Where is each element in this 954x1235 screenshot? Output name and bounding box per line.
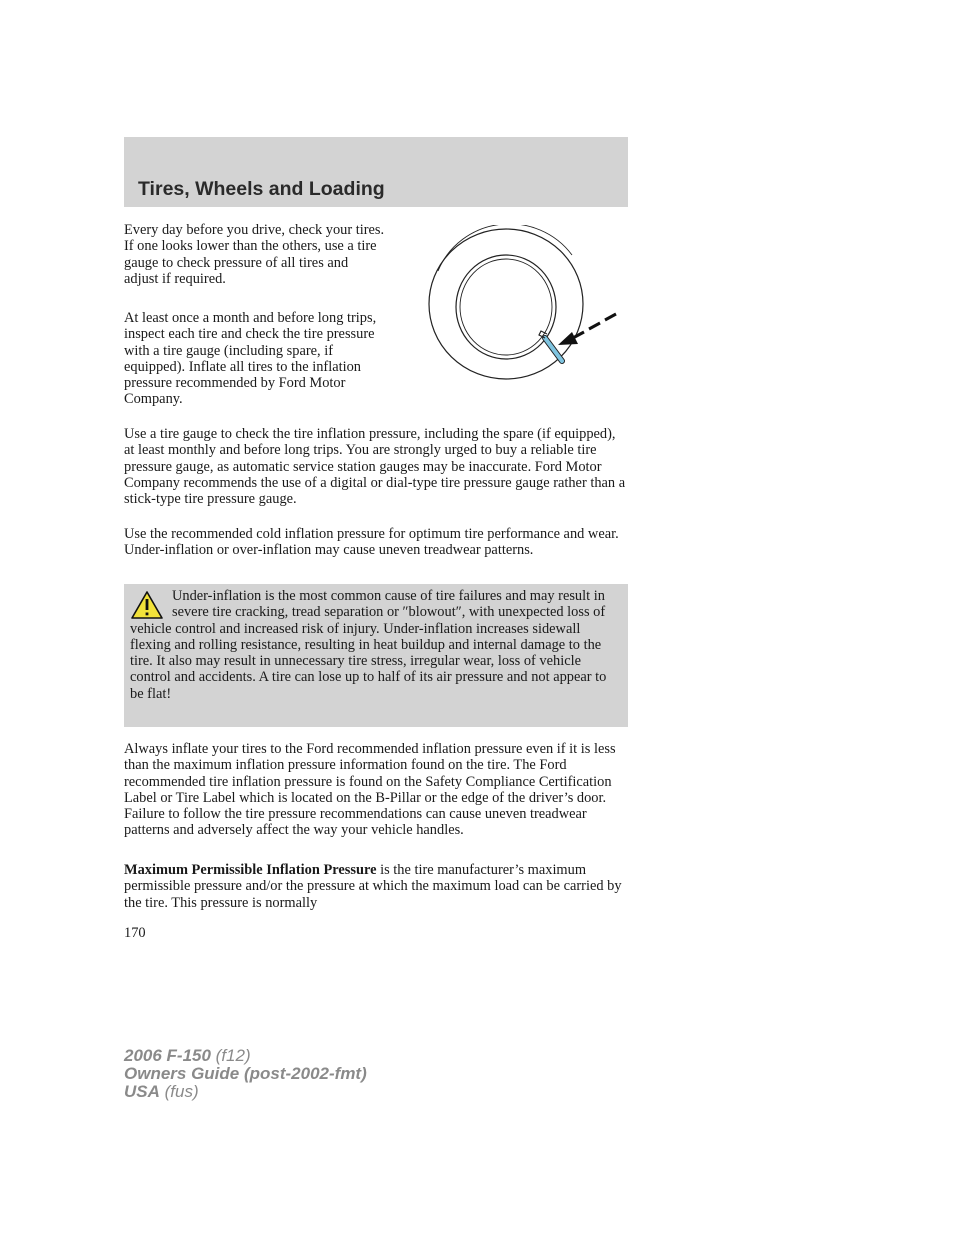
paragraph-cold-pressure: Use the recommended cold inflation pressure for optimum tire performance and wear. Under-inflation or over-inflation may cause uneven treadwear patterns. [124,526,619,559]
section-title: Tires, Wheels and Loading [138,178,385,200]
page-number: 170 [124,925,146,941]
max-pressure-term: Maximum Permissible Inflation Pressure [124,862,377,878]
paragraph-gauge-advice: Use a tire gauge to check the tire inflation pressure, including the spare (if equipped), at least monthly and before long trips. You are strongly urged to buy a reliable tire pressure gauge, as automatic service station gauges may be inaccurate. Ford Motor Company recommends the use of a digital or dial-type tire pressure gauge rather than a stick-type tire pressure gauge. [124,426,626,508]
paragraph-daily-check: Every day before you drive, check your tires. If one looks lower than the others, use a tire gauge to check pressure of all tires and adjust if required. [124,222,385,287]
footer-line-model: 2006 F-150 (f12) [124,1046,251,1065]
warning-box [124,584,628,727]
document-footer [124,1047,367,1101]
footer-line-market: USA (fus) [124,1082,199,1101]
paragraph-monthly-check: At least once a month and before long trips, inspect each tire and check the tire pressure with a tire gauge (including spare, if equipped). Inflate all tires to the inflation pressure recommended by Ford Motor Company. [124,310,377,408]
max-pressure-definition: is the tire manufacturer’s maximum permissible pressure and/or the pressure at which the maximum load can be carried by the tire. This pressure is normally [124,862,622,911]
footer-line-guide: Owners Guide (post-2002-fmt) [124,1064,367,1083]
wheel-rim [456,255,556,359]
warning-text: Under-inflation is the most common cause of tire failures and may result in severe tire cracking, tread separation or ″blowout″, with unexpected loss of vehicle control and increased risk of injury. Under-inflation increases sidewall flexing and rolling resistance, resulting in heat buildup and internal damage to the tire. It also may result in unnecessary tire stress, irregular wear, loss of vehicle control and accidents. A tire can lose up to half of its air pressure and not appear to be flat! [130,588,607,702]
paragraph-recommended-pressure: Always inflate your tires to the Ford recommended inflation pressure even if it is less than the maximum inflation pressure information found on the tire. The Ford recommended tire inflation pressure is found on the Safety Compliance Certification Label or Tire Label which is located on the B-Pillar or the edge of the driver’s door. Failure to follow the tire pressure recommendations can cause uneven treadwear patterns and adversely affect the way your vehicle handles. [124,741,616,839]
tire-valve-gauge-icon [424,225,620,385]
section-header [124,137,628,207]
paragraph-max-pressure [124,862,628,911]
warning-text-block [130,588,620,702]
